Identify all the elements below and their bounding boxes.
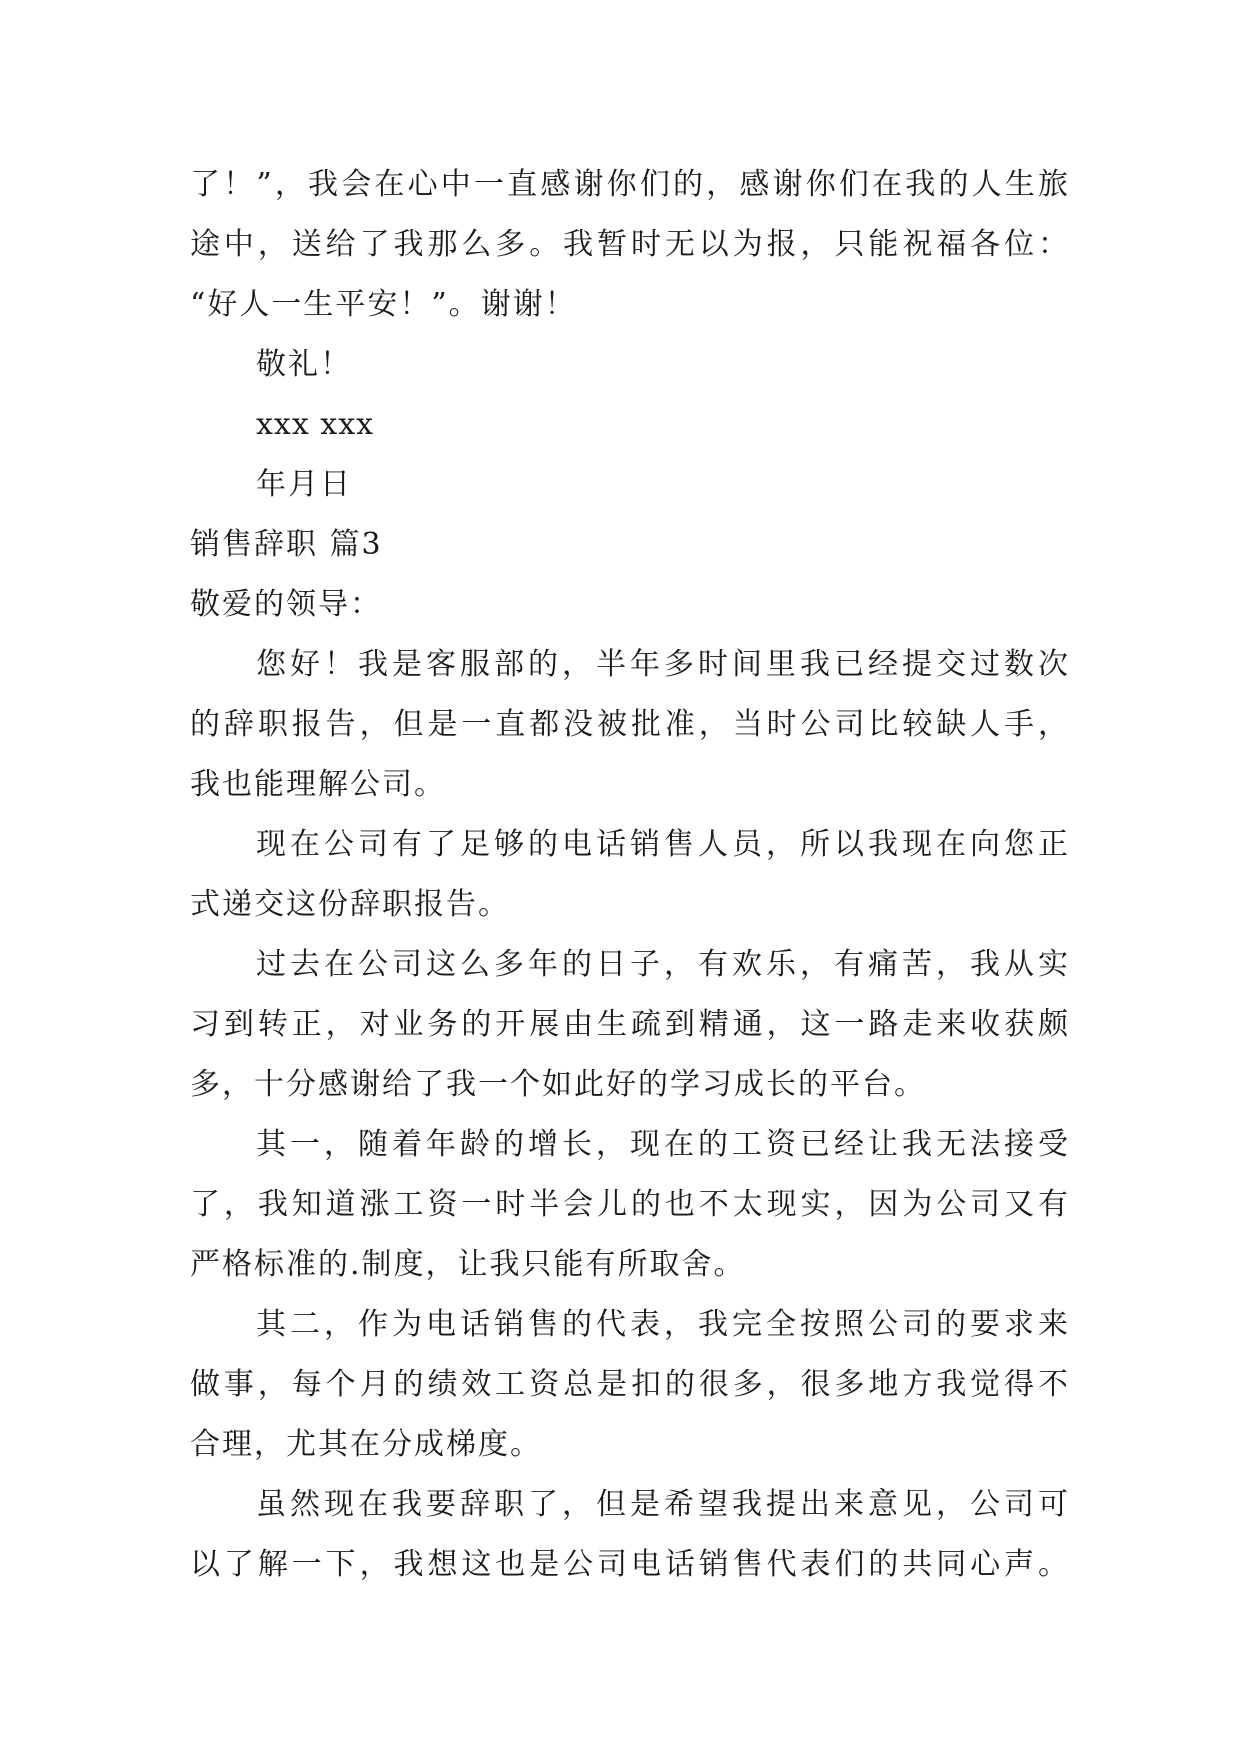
document-body — [190, 155, 1070, 1595]
body-line: 式递交这份辞职报告。 — [190, 887, 510, 922]
body-line: 习到转正，对业务的开展由生疏到精通，这一路走来收获颇 — [190, 1007, 1070, 1042]
signature-name: xxx xxx — [256, 407, 375, 442]
body-line: 现在公司有了足够的电话销售人员，所以我现在向您正 — [256, 827, 1070, 862]
body-line: 严格标准的.制度，让我只能有所取舍。 — [190, 1247, 746, 1282]
body-line: 途中，送给了我那么多。我暂时无以为报，只能祝福各位： — [190, 227, 1070, 262]
body-line: 以了解一下，我想这也是公司电话销售代表们的共同心声。 — [190, 1547, 1070, 1582]
body-line: 合理，尤其在分成梯度。 — [190, 1427, 542, 1462]
section-heading: 销售辞职 篇3 — [190, 527, 383, 562]
body-line: 了！”，我会在心中一直感谢你们的，感谢你们在我的人生旅 — [190, 167, 1070, 202]
signature-date: 年月日 — [256, 467, 352, 502]
closing-salutation: 敬礼！ — [256, 347, 352, 382]
body-line: 做事，每个月的绩效工资总是扣的很多，很多地方我觉得不 — [190, 1367, 1070, 1402]
body-line: 了，我知道涨工资一时半会儿的也不太现实，因为公司又有 — [190, 1187, 1070, 1222]
body-line: 其一，随着年龄的增长，现在的工资已经让我无法接受 — [256, 1127, 1070, 1162]
body-line: 其二，作为电话销售的代表，我完全按照公司的要求来 — [256, 1307, 1070, 1342]
body-line: “好人一生平安！”。谢谢！ — [190, 287, 577, 322]
letter-greeting: 敬爱的领导： — [190, 587, 382, 622]
body-line: 多，十分感谢给了我一个如此好的学习成长的平台。 — [190, 1067, 926, 1102]
body-line: 我也能理解公司。 — [190, 767, 446, 802]
body-line: 您好！我是客服部的，半年多时间里我已经提交过数次 — [256, 647, 1070, 682]
body-line: 过去在公司这么多年的日子，有欢乐，有痛苦，我从实 — [256, 947, 1070, 982]
body-line: 虽然现在我要辞职了，但是希望我提出来意见，公司可 — [256, 1487, 1070, 1522]
body-line: 的辞职报告，但是一直都没被批准，当时公司比较缺人手， — [190, 707, 1070, 742]
